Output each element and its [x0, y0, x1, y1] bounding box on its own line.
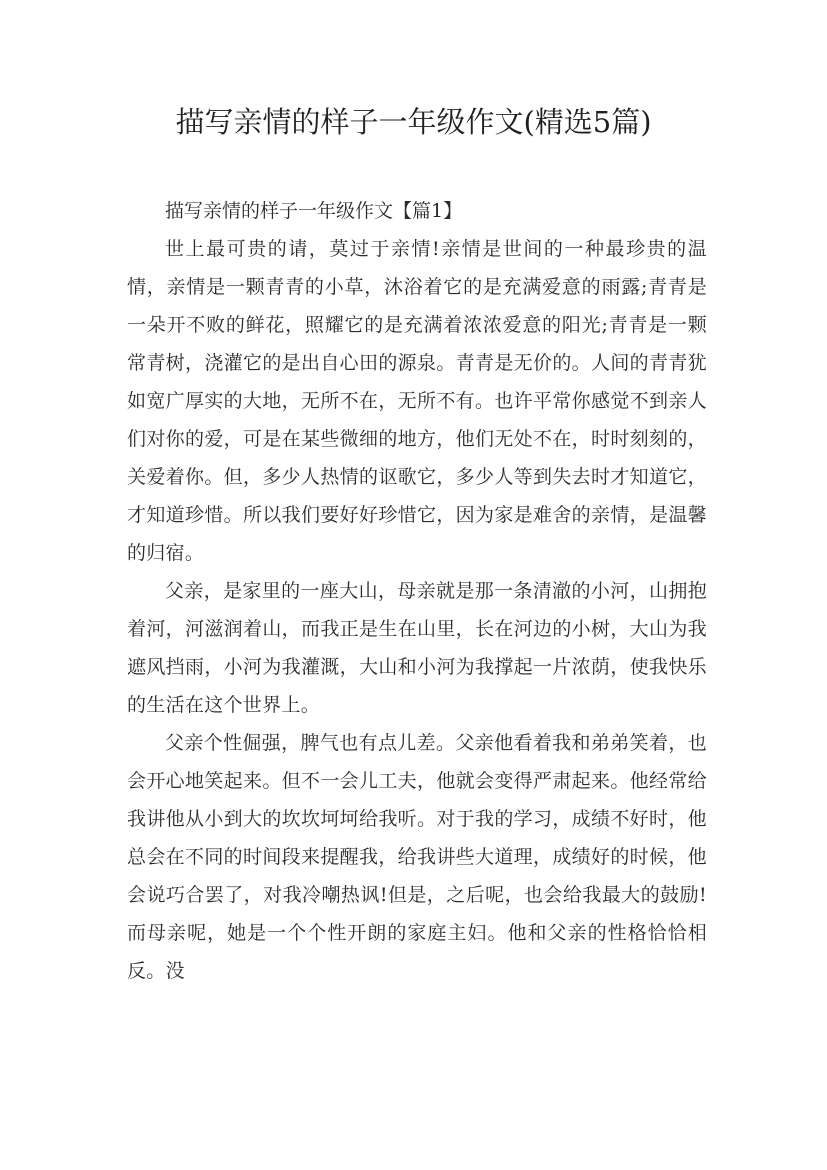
section-heading: 描写亲情的样子一年级作文【篇1】	[165, 200, 463, 222]
document-body	[127, 192, 707, 990]
paragraph-2: 父亲，是家里的一座大山，母亲就是那一条清澈的小河，山拥抱着河，河滋润着山，而我正是生在山里，长在河边的小树，大山为我遮风挡雨，小河为我灌溉，大山和小河为我撑起一片浓荫，使我快乐的生活在这个世界上。	[127, 580, 707, 716]
document-title: 描写亲情的样子一年级作文(精选5篇)	[175, 105, 652, 139]
paragraph-3: 父亲个性倔强，脾气也有点儿差。父亲他看着我和弟弟笑着，也会开心地笑起来。但不一会儿工夫，他就会变得严肃起来。他经常给我讲他从小到大的坎坎坷坷给我听。对于我的学习，成绩不好时，他总会在不同的时间段来提醒我，给我讲些大道理，成绩好的时候，他会说巧合罢了，对我冷嘲热讽!但是，之后呢，也会给我最大的鼓励!而母亲呢，她是一个个性开朗的家庭主妇。他和父亲的性格恰恰相反。没	[127, 732, 707, 982]
paragraph-1: 世上最可贵的请，莫过于亲情!亲情是世间的一种最珍贵的温情，亲情是一颗青青的小草，沐浴着它的是充满爱意的雨露;青青是一朵开不败的鲜花，照耀它的是充满着浓浓爱意的阳光;青青是一颗常青树，浇灌它的是出自心田的源泉。青青是无价的。人间的青青犹如宽广厚实的大地，无所不在，无所不有。也许平常你感觉不到亲人们对你的爱，可是在某些微细的地方，他们无处不在，时时刻刻的，关爱着你。但，多少人热情的讴歌它，多少人等到失去时才知道它，才知道珍惜。所以我们要好好珍惜它，因为家是难舍的亲情，是温馨的归宿。	[127, 238, 707, 564]
